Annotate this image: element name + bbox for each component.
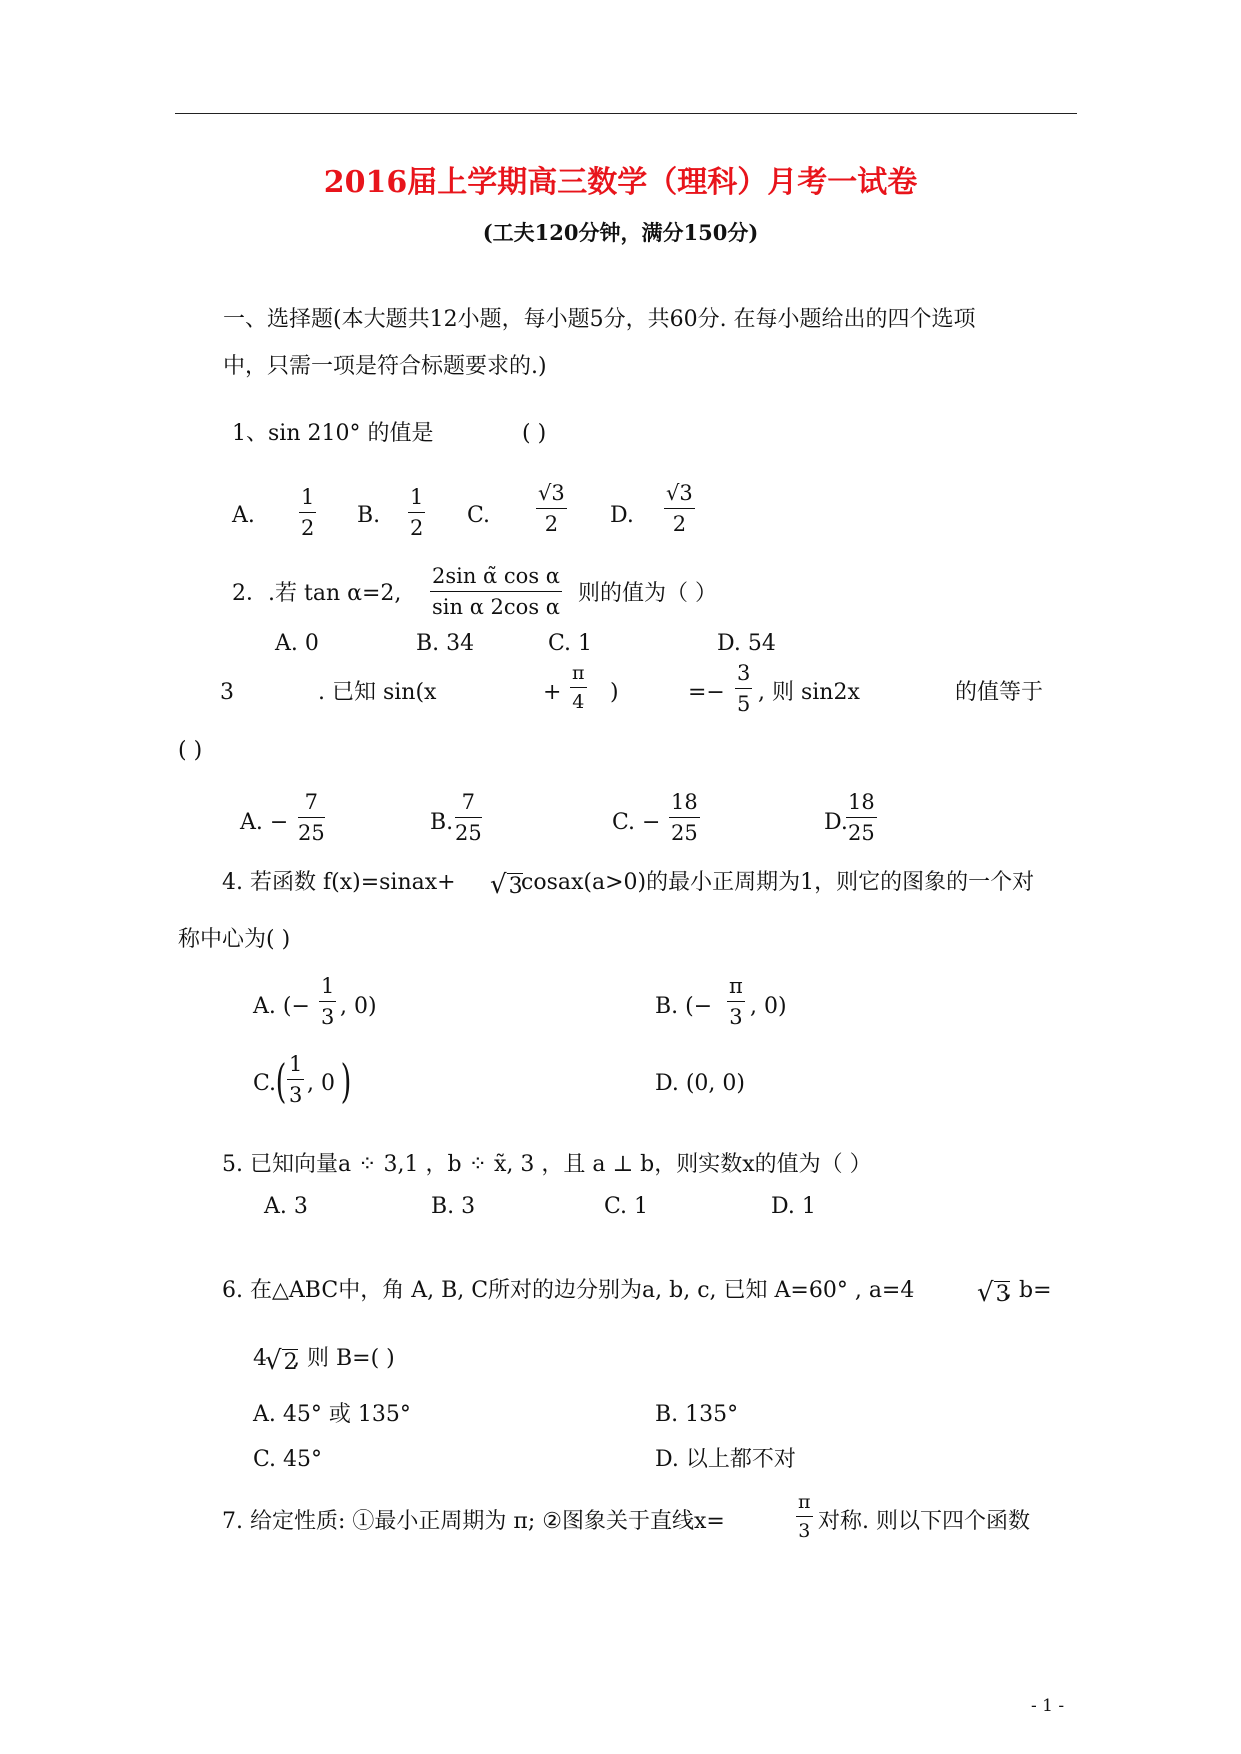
q4-option-c-label: C. — [253, 1071, 277, 1096]
q4-stem-b: cosax(a>0)的最小正周期为1，则它的图象的一个对 — [521, 870, 1035, 895]
q7-stem-b: 对称. 则以下四个函数 — [818, 1509, 1030, 1534]
q6-option-d: D. 以上都不对 — [655, 1447, 796, 1472]
q4-c-denominator: 3 — [289, 1083, 303, 1107]
q2-option-c: C. 1 — [548, 631, 593, 656]
q1-option-b-fraction — [408, 487, 425, 539]
q1-d-denominator: 2 — [672, 512, 687, 536]
page-subtitle: (工夫120分钟，满分150分) — [482, 220, 759, 245]
q1-answer-blank: ( ) — [522, 421, 547, 446]
q1-a-denominator: 2 — [301, 516, 315, 540]
q1-b-denominator: 2 — [410, 516, 424, 540]
q1-option-a-fraction — [299, 487, 316, 539]
q2-numerator: 2sin α̃ cos α — [430, 566, 562, 592]
q2-tail: 则的值为（ ） — [578, 581, 717, 606]
q3-stem-end: 的值等于 — [955, 680, 1044, 705]
q1-a-numerator: 1 — [299, 487, 316, 513]
q4-option-a-tail: , 0) — [340, 994, 377, 1019]
q3-c-denominator: 25 — [671, 821, 698, 845]
q6-option-b: B. 135° — [655, 1402, 739, 1427]
q5-option-c: C. 1 — [604, 1194, 649, 1219]
q4-option-d: D. (0, 0) — [655, 1071, 745, 1096]
q4-radical: √3 — [490, 870, 523, 900]
q6-radicand-a: 3 — [995, 1282, 1010, 1307]
q5-option-b: B. 3 — [431, 1194, 476, 1219]
q7-fraction — [796, 1493, 813, 1541]
q6-option-a: A. 45° 或 135° — [253, 1402, 411, 1427]
q2-denominator: sin α 2cos α — [432, 595, 560, 619]
q3-option-d-label: D. — [824, 810, 848, 835]
q7-stem-a: 7. 给定性质: ①最小正周期为 π; ②图象关于直线x= — [222, 1509, 725, 1534]
q6-radical-a: √3 — [977, 1278, 1010, 1308]
q3-value-denominator: 5 — [737, 692, 751, 716]
q4-a-numerator: 1 — [319, 976, 336, 1002]
q4-option-c-fraction — [287, 1054, 304, 1106]
q5-option-a: A. 3 — [264, 1194, 308, 1219]
q4-stem-a: 4. 若函数 f(x)=sinax+ — [222, 870, 456, 895]
q3-d-denominator: 25 — [848, 821, 875, 845]
q3-option-c-fraction — [669, 792, 700, 844]
q3-equals: =− — [688, 680, 725, 705]
q5-option-d: D. 1 — [771, 1194, 816, 1219]
q3-stem-a: . 已知 sin(x — [318, 680, 437, 705]
q3-pi-numerator: π — [570, 664, 587, 688]
q3-option-c-label: C. − — [612, 810, 661, 835]
q3-close-paren: ) — [610, 680, 619, 705]
q2-option-d: D. 54 — [717, 631, 776, 656]
q4-c-numerator: 1 — [287, 1054, 304, 1080]
q3-pi-denominator: 4 — [572, 691, 585, 713]
q3-b-numerator: 7 — [455, 792, 482, 818]
q4-radicand: 3 — [508, 874, 523, 899]
q6-radical-b: √2 — [265, 1346, 298, 1376]
q4-a-denominator: 3 — [321, 1005, 335, 1029]
q4-option-a-fraction — [319, 976, 336, 1028]
q2-option-a: A. 0 — [275, 631, 319, 656]
q1-option-c-label: C. — [467, 503, 491, 528]
q3-stem-mid: , 则 sin2x — [758, 680, 860, 705]
q4-option-c-tail: , 0 — [307, 1071, 335, 1096]
q6-line2-coef: 4 — [253, 1346, 267, 1371]
q4-option-b-label: B. (− — [655, 994, 713, 1019]
q3-value-numerator: 3 — [735, 663, 752, 689]
section-heading-line2: 中，只需一项是符合标题要求的.) — [223, 354, 547, 379]
q3-option-b-fraction — [455, 792, 482, 844]
q1-b-numerator: 1 — [408, 487, 425, 513]
q3-b-denominator: 25 — [455, 821, 482, 845]
q1-option-d-label: D. — [610, 503, 634, 528]
q5-stem: 5. 已知向量a ⁘ 3,1 ，b ⁘ x̃, 3 ，且 a ⊥ b，则实数x的值为（ ） — [222, 1152, 872, 1177]
q3-option-a-fraction — [298, 792, 325, 844]
q1-c-denominator: 2 — [544, 512, 559, 536]
q1-option-b-label: B. — [357, 503, 381, 528]
q6-option-c: C. 45° — [253, 1447, 323, 1472]
header-rule — [175, 113, 1077, 114]
q6-line1: 6. 在△ABC中，角 A, B, C所对的边分别为a, b, c, 已知 A=60° , a=4 — [222, 1278, 915, 1303]
q3-d-numerator: 18 — [846, 792, 877, 818]
q3-pi-fraction — [570, 664, 587, 712]
q7-numerator: π — [796, 1493, 813, 1517]
page-title: 2016届上学期高三数学（理科）月考一试卷 — [323, 165, 918, 200]
q3-number: 3 — [220, 680, 234, 705]
q3-a-numerator: 7 — [298, 792, 325, 818]
q4-b-denominator: 3 — [729, 1005, 743, 1029]
q3-option-d-fraction — [846, 792, 877, 844]
q1-option-d-fraction — [664, 483, 695, 535]
q4-option-c-left-paren: ( — [275, 1054, 287, 1108]
q3-option-a-label: A. − — [240, 810, 289, 835]
q7-denominator: 3 — [798, 1520, 811, 1542]
q6-line1-tail: , b= — [1005, 1278, 1052, 1303]
page-number: - 1 - — [1031, 1696, 1065, 1716]
q2-option-b: B. 34 — [416, 631, 475, 656]
q3-value-fraction — [735, 663, 752, 715]
q2-stem: 2．.若 tan α=2, — [232, 581, 402, 606]
q1-option-a-label: A. — [232, 503, 255, 528]
q3-a-denominator: 25 — [298, 821, 325, 845]
q1-d-numerator: √3 — [664, 483, 695, 509]
q2-expression-fraction — [430, 566, 562, 618]
q4-option-b-tail: , 0) — [750, 994, 787, 1019]
q3-option-b-label: B. — [430, 810, 454, 835]
q6-radicand-b: 2 — [283, 1350, 298, 1375]
section-heading-line1: 一、选择题(本大题共12小题，每小题5分，共60分. 在每小题给出的四个选项 — [223, 307, 976, 332]
q1-stem: 1、sin 210° 的值是 — [232, 421, 434, 446]
q3-plus: + — [543, 680, 562, 705]
q4-option-a-label: A. (− — [253, 994, 310, 1019]
q4-b-numerator: π — [727, 976, 745, 1002]
q6-line2-tail: , 则 B=( ) — [293, 1346, 395, 1371]
q1-c-numerator: √3 — [536, 483, 567, 509]
q1-option-c-fraction — [536, 483, 567, 535]
q4-option-c-right-paren: ) — [340, 1054, 352, 1108]
q3-answer-blank: ( ) — [178, 738, 203, 763]
q3-c-numerator: 18 — [669, 792, 700, 818]
q4-option-b-fraction — [727, 976, 745, 1028]
q4-line2: 称中心为( ) — [178, 927, 291, 952]
